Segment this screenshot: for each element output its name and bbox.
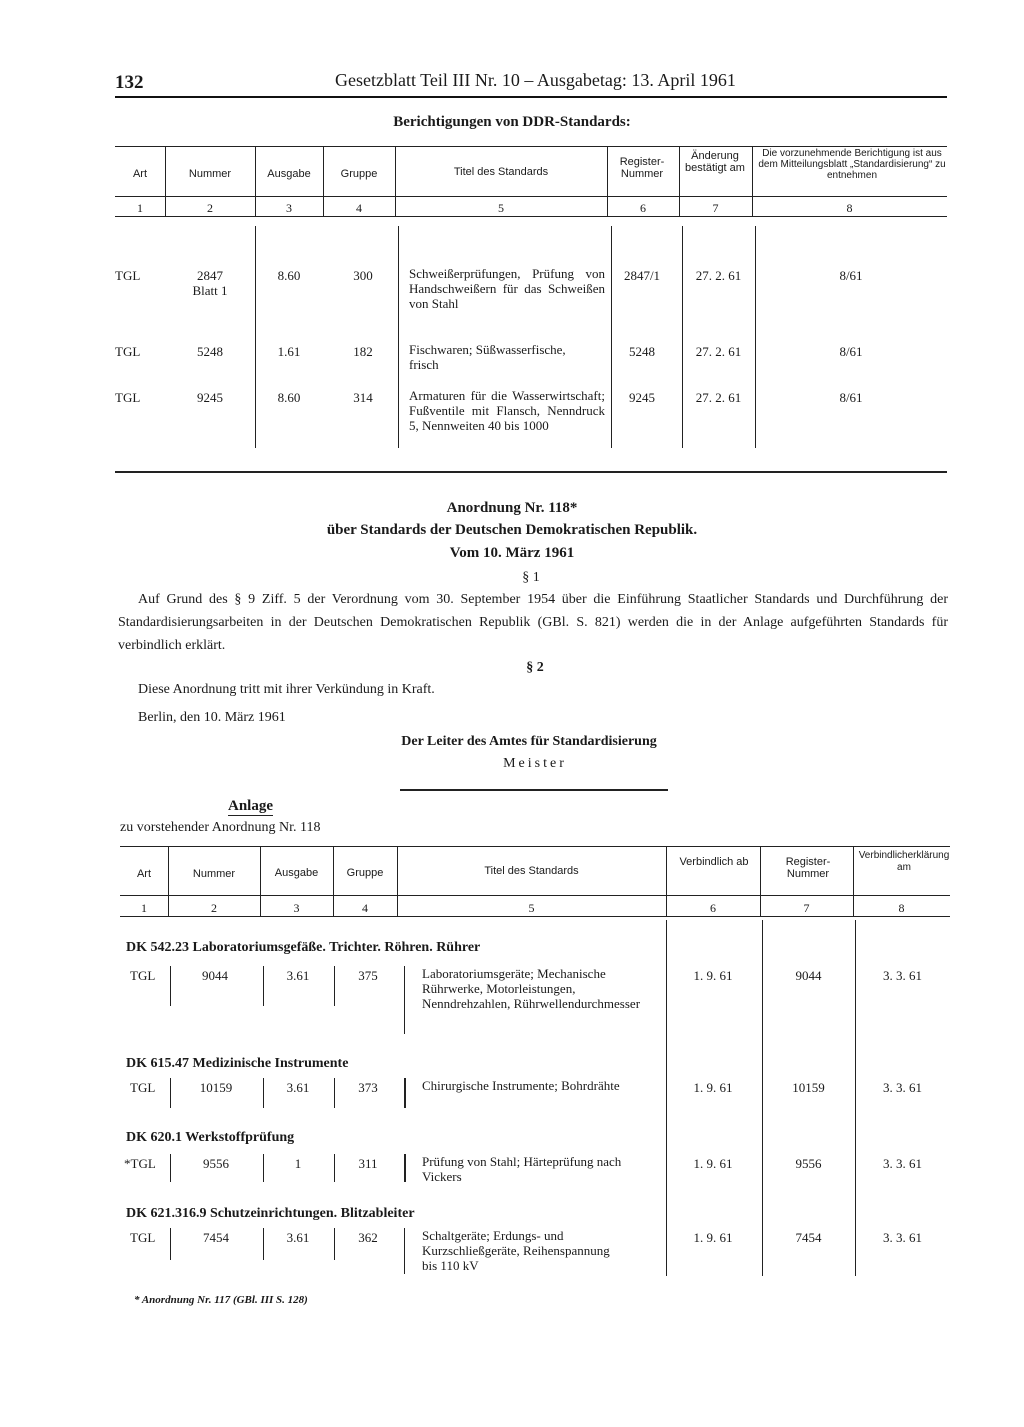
annex-col-header-erklaerung: Verbindlicherklärung am: [858, 850, 950, 873]
running-title: Gesetzblatt Teil III Nr. 10 – Ausgabetag: 13. April 1961: [335, 70, 736, 90]
table-rule: [115, 146, 947, 147]
col-number: 1: [141, 901, 147, 915]
annex-row2-ab: 1. 9. 61: [693, 1080, 733, 1095]
col-number: 8: [898, 901, 905, 915]
col-number: 4: [356, 201, 362, 215]
col-number: 1: [137, 201, 143, 215]
annex-row3-gruppe: 311: [358, 1156, 378, 1171]
annex-row3-register: 9556: [795, 1156, 822, 1171]
col-header-register: Register-Nummer: [619, 156, 665, 180]
annex-row2-ausgabe: 3.61: [286, 1080, 310, 1095]
row1-bestaetigt: 27. 2. 61: [695, 268, 742, 283]
corrections-table: [115, 140, 947, 480]
annex-row1-art: TGL: [130, 968, 156, 983]
table-rule: [115, 196, 947, 197]
table-divider: [611, 226, 612, 448]
col-number: 5: [498, 201, 504, 215]
annex-row2-erklaerung: 3. 3. 61: [883, 1080, 922, 1095]
row2-nummer: 5248: [197, 344, 223, 359]
row3-bestaetigt: 27. 2. 61: [695, 390, 742, 405]
ordinance-subtitle: über Standards der Deutschen Demokratischen Republik.: [326, 522, 698, 538]
dk-group-heading: DK 620.1 Werkstoffprüfung: [126, 1130, 295, 1145]
row3-mitteilung: 8/61: [839, 390, 863, 405]
row-divider: [404, 1154, 406, 1182]
annex-row4-art: TGL: [130, 1230, 156, 1245]
annex-row3-ab: 1. 9. 61: [693, 1156, 733, 1171]
annex-col-header-register: Register-Nummer: [785, 856, 831, 880]
col-number: 4: [362, 901, 368, 915]
row2-titel: Fischwaren; Süßwasserfische, frisch: [409, 342, 566, 372]
col-number: 7: [803, 901, 810, 915]
table-rule: [115, 471, 947, 473]
col-header-nummer: Nummer: [188, 168, 232, 180]
annex-row4-register: 7454: [795, 1230, 822, 1245]
corrections-title: Berichtigungen von DDR-Standards:: [393, 114, 631, 130]
annex-row4-erklaerung: 3. 3. 61: [883, 1230, 922, 1245]
annex-col-header-ausgabe: Ausgabe: [274, 867, 319, 879]
col-number: 5: [528, 901, 535, 915]
annex-row2-gruppe: 373: [358, 1080, 378, 1095]
annex-row3-titel: Prüfung von Stahl; Härteprüfung nach Vickers: [422, 1154, 622, 1184]
annex-row2-titel: Chirurgische Instrumente; Bohrdrähte: [422, 1078, 620, 1093]
annex-row1-ausgabe: 3.61: [286, 968, 310, 983]
row-divider: [404, 1078, 406, 1108]
header-rule: [115, 96, 947, 98]
annex-col-header-art: Art: [136, 868, 152, 880]
annex-col-header-verbindlich: Verbindlich ab: [679, 856, 749, 868]
row3-gruppe: 314: [353, 390, 373, 405]
annex-row1-register: 9044: [795, 968, 822, 983]
col-header-gruppe: Gruppe: [340, 168, 378, 180]
annex-row4-ausgabe: 3.61: [286, 1230, 310, 1245]
dk-group-heading: DK 615.47 Medizinische Instrumente: [126, 1056, 349, 1071]
row2-ausgabe: 1.61: [277, 344, 301, 359]
row3-nummer: 9245: [197, 390, 223, 405]
annex-title: Anlage: [228, 798, 273, 814]
col-number: 2: [211, 901, 217, 915]
col-header-aenderung: Änderung bestätigt am: [685, 150, 745, 174]
signature-rule: [400, 789, 668, 791]
table-divider: [398, 226, 399, 448]
col-number: 7: [712, 201, 719, 215]
annex-row3-ausgabe: 1: [294, 1156, 302, 1171]
annex-row2-nummer: 10159: [199, 1080, 233, 1095]
signatory-name: Meister: [503, 756, 567, 771]
row1-mitteilung: 8/61: [839, 268, 863, 283]
table-divider: [755, 226, 756, 448]
row2-bestaetigt: 27. 2. 61: [695, 344, 742, 359]
table-rule: [120, 846, 950, 847]
row3-ausgabe: 8.60: [277, 390, 301, 405]
page-number: 132: [115, 72, 144, 93]
table-divider: [255, 226, 256, 448]
col-header-art: Art: [132, 168, 148, 180]
annex-col-header-nummer: Nummer: [192, 868, 236, 880]
signatory-title: Der Leiter des Amtes für Standardisierung: [401, 734, 657, 749]
col-number: 6: [710, 901, 716, 915]
row1-register: 2847/1: [623, 268, 661, 283]
col-number: 6: [640, 201, 646, 215]
annex-row1-ab: 1. 9. 61: [693, 968, 733, 983]
ordinance-date: Vom 10. März 1961: [449, 545, 575, 561]
annex-row1-erklaerung: 3. 3. 61: [883, 968, 922, 983]
annex-row2-register: 10159: [792, 1080, 825, 1095]
col-number: 8: [846, 201, 853, 215]
row1-ausgabe: 8.60: [277, 268, 301, 283]
place-date: Berlin, den 10. März 1961: [138, 710, 286, 725]
row1-nummer: 2847 Blatt 1: [192, 268, 228, 298]
dk-group-heading: DK 542.23 Laboratoriumsgefäße. Trichter. Röhren. Rührer: [126, 940, 481, 955]
annex-row3-nummer: 9556: [203, 1156, 229, 1171]
annex-row1-nummer: 9044: [202, 968, 228, 983]
table-rule: [115, 216, 947, 217]
section-1-text: Auf Grund des § 9 Ziff. 5 der Verordnung vom 30. September 1954 über die Einführung Staatlicher Standards und Durchführung der Standardisierungsarbeiten in der Deutschen Demokratischen Republik (GBl. S. 821) werden die in der Anlage aufgeführten Standards für verbindlich erklärt.: [118, 592, 948, 653]
footnote: * Anordnung Nr. 117 (GBl. III S. 128): [134, 1294, 308, 1306]
row1-art: TGL: [115, 268, 141, 283]
annex-row4-ab: 1. 9. 61: [693, 1230, 733, 1245]
row2-mitteilung: 8/61: [839, 344, 863, 359]
section-2-text: Diese Anordnung tritt mit ihrer Verkündung in Kraft.: [138, 682, 435, 697]
row2-art: TGL: [115, 344, 141, 359]
annex-row4-gruppe: 362: [358, 1230, 378, 1245]
col-header-titel: Titel des Standards: [453, 166, 549, 178]
annex-row1-titel: Laboratoriumsgeräte; Mechanische Rührwerke, Motorleistungen, Nenndrehzahlen, Rührwellendurchmesser: [422, 966, 641, 1011]
dk-group-heading: DK 621.316.9 Schutzeinrichtungen. Blitzableiter: [126, 1206, 415, 1221]
section-2-mark: § 2: [526, 660, 544, 675]
annex-row4-nummer: 7454: [203, 1230, 229, 1245]
annex-row3-art: *TGL: [124, 1156, 156, 1171]
row2-register: 5248: [629, 344, 655, 359]
ordinance-title: Anordnung Nr. 118*: [446, 500, 578, 516]
annex-row3-erklaerung: 3. 3. 61: [883, 1156, 922, 1171]
col-number: 3: [286, 201, 292, 215]
row-divider: [404, 966, 405, 1034]
row2-gruppe: 182: [353, 344, 373, 359]
col-header-ausgabe: Ausgabe: [267, 168, 311, 180]
row-divider: [404, 1228, 405, 1274]
col-header-berichtigung: Die vorzunehmende Berichtigung ist aus dem Mitteilungsblatt „Standardisierung“ zu entnehmen: [758, 148, 946, 181]
annex-col-header-gruppe: Gruppe: [346, 867, 384, 879]
row1-titel: Schweißerprüfungen, Prüfung von Handschweißern für das Schweißen von Stahl: [409, 266, 605, 311]
table-divider: [682, 226, 683, 448]
row3-art: TGL: [115, 390, 141, 405]
annex-row2-art: TGL: [130, 1080, 156, 1095]
table-rule: [120, 895, 950, 896]
section-1-mark: § 1: [522, 570, 540, 585]
row3-titel: Armaturen für die Wasserwirtschaft; Fußventile mit Flansch, Nenndruck 5, Nennweiten 40 bis 1000: [409, 388, 605, 433]
col-number: 2: [207, 201, 213, 215]
annex-col-header-titel: Titel des Standards: [484, 865, 579, 877]
row3-register: 9245: [629, 390, 655, 405]
table-rule: [120, 916, 950, 917]
annex-table: [120, 840, 950, 1290]
col-number: 3: [293, 901, 300, 915]
row1-gruppe: 300: [353, 268, 373, 283]
annex-subtitle: zu vorstehender Anordnung Nr. 118: [120, 820, 321, 835]
annex-row4-titel: Schaltgeräte; Erdungs- und Kurzschließgeräte, Reihenspannung bis 110 kV: [422, 1228, 610, 1273]
annex-row1-gruppe: 375: [358, 968, 378, 983]
